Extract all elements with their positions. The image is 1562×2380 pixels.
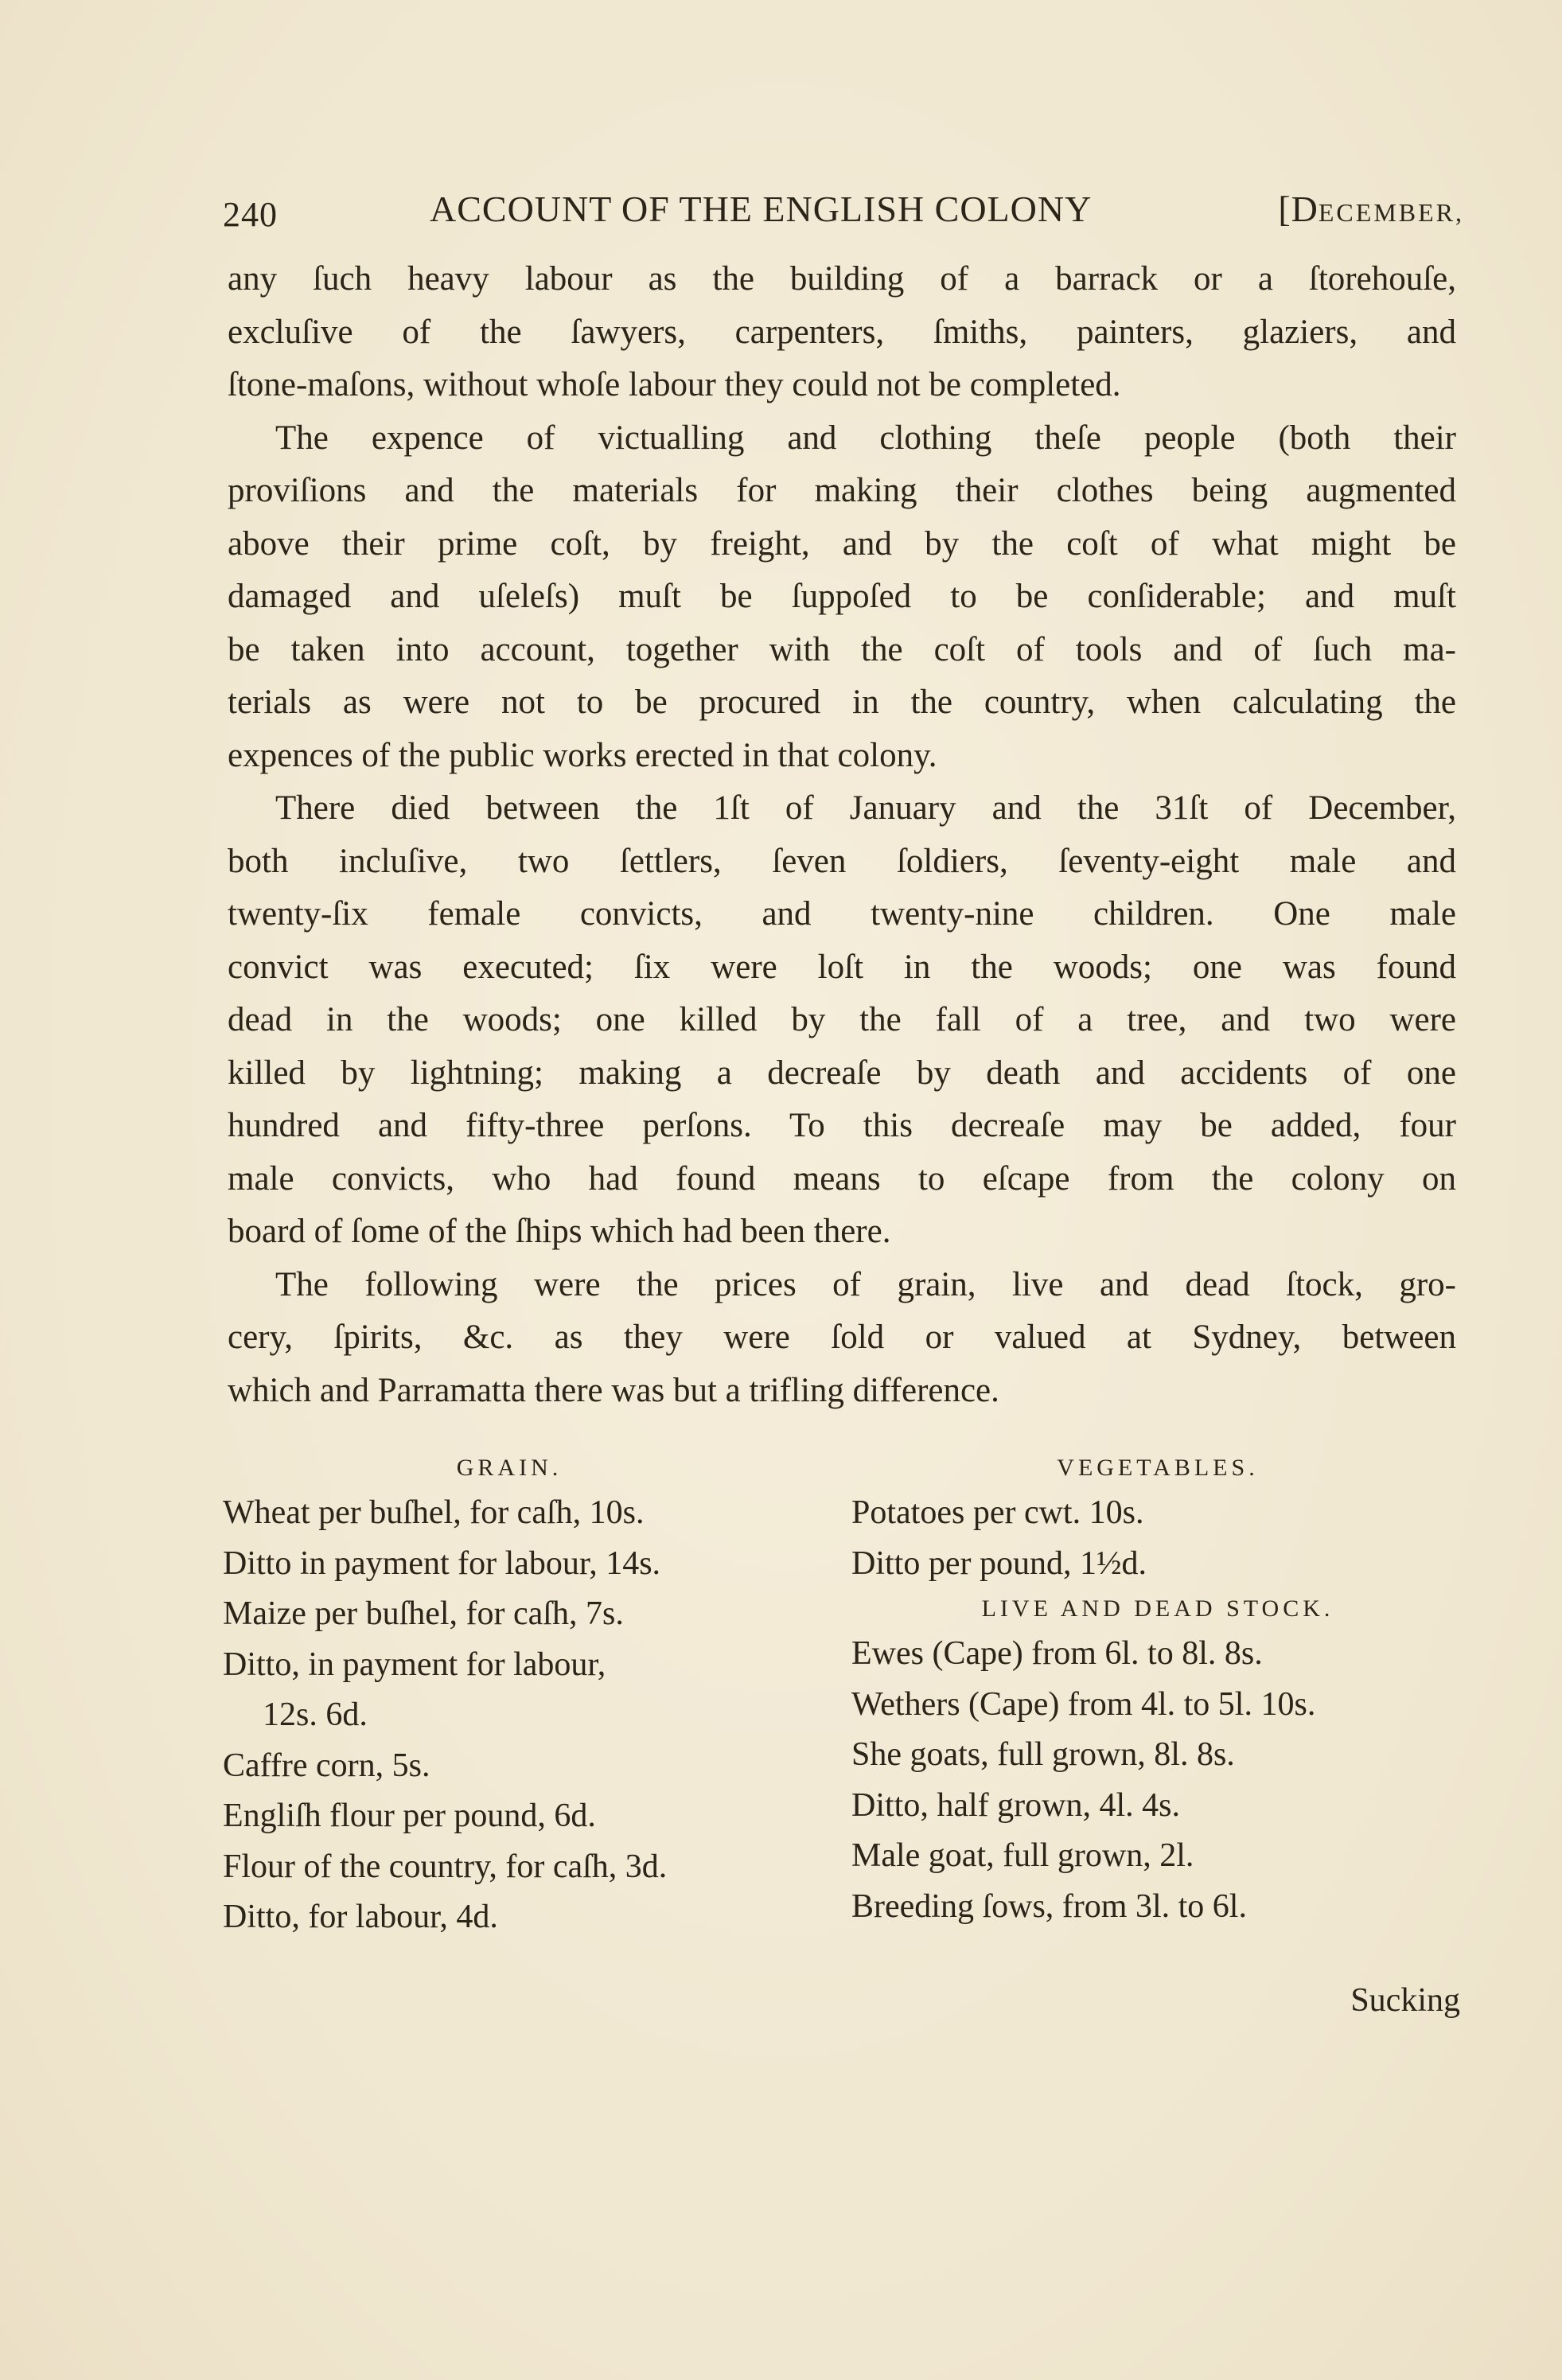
stock-heading: LIVE AND DEAD STOCK. [981,1595,1334,1622]
text-line: twenty-ſix female convicts, and twenty-nine children. One male [228,895,1456,933]
text-line: excluſive of the ſawyers, carpenters, ſmiths, painters, glaziers, and [228,313,1456,351]
paragraph-2 [228,412,1456,783]
paragraph-1 [228,253,1456,412]
text-line: male convicts, who had found means to eſcape from the colony on [228,1159,1456,1198]
price-item: Breeding ſows, from 3l. to 6l. [851,1887,1247,1925]
price-list [223,1448,1464,2053]
price-item: Wheat per buſhel, for caſh, 10s. [223,1494,645,1531]
text-line: be taken into account, together with the coſt of tools and of ſuch ma- [228,630,1456,668]
page-number: 240 [223,195,278,234]
grain-column [223,1448,796,1943]
vegetables-heading: VEGETABLES. [1057,1455,1259,1481]
running-title: ACCOUNT OF THE ENGLISH COLONY [430,189,1093,229]
price-item: Wethers (Cape) from 4l. to 5l. 10s. [851,1685,1316,1723]
price-item: Maize per buſhel, for caſh, 7s. [223,1595,624,1632]
grain-heading: GRAIN. [456,1455,563,1481]
text-line: which and Parramatta there was but a trifling difference. [228,1371,999,1409]
price-item: Ditto, for labour, 4d. [223,1899,498,1935]
catchword: Sucking [1350,1982,1460,2019]
running-head-open: [D [1278,189,1319,229]
price-item: She goats, full grown, 8l. 8s. [851,1736,1235,1773]
text-line: The expence of victualling and clothing theſe people (both their [275,419,1456,457]
page-header [223,188,1464,236]
price-item: Caffre corn, 5s. [223,1747,430,1784]
text-line: board of ſome of the ſhips which had been there. [228,1213,891,1250]
text-line: There died between the 1ſt of January and the 31ſt of December, [275,789,1456,827]
paragraph-3 [228,782,1456,1259]
text-line: killed by lightning; making a decreaſe by death and accidents of one [228,1054,1456,1092]
price-item: Engliſh flour per pound, 6d. [223,1798,596,1834]
price-item: Ditto, in payment for labour, [223,1646,606,1683]
text-line: proviſions and the materials for making their clothes being augmented [228,472,1456,509]
text-line: above their prime coſt, by freight, and by the coſt of what might be [228,524,1456,563]
price-item: Ewes (Cape) from 6l. to 8l. 8s. [851,1635,1263,1672]
running-head-rest: ECEMBER, [1318,198,1464,227]
price-item: Flour of the country, for caſh, 3d. [223,1848,668,1885]
body-text [228,253,1456,1417]
text-line: cery, ſpirits, &c. as they were ſold or valued at Sydney, between [228,1319,1456,1356]
text-line: any ſuch heavy labour as the building of a barrack or a ſtorehouſe, [228,260,1456,298]
text-line: terials as were not to be procured in the country, when calculating the [228,684,1456,721]
price-item: Ditto in payment for labour, 14s. [223,1544,661,1582]
text-line: convict was executed; ſix were loſt in the woods; one was found [228,948,1456,986]
price-item-continuation: 12s. 6d. [263,1696,368,1733]
text-line: ſtone-maſons, without whoſe labour they could not be completed. [228,366,1121,403]
paragraph-4 [228,1259,1456,1418]
text-line: The following were the prices of grain, live and dead ſtock, gro- [275,1265,1456,1303]
price-item: Ditto per pound, 1½d. [851,1544,1147,1582]
running-head-month [1278,188,1464,230]
text-line: expences of the public works erected in that colony. [228,736,937,774]
text-line: damaged and uſeleſs) muſt be ſuppoſed to be conſiderable; and muſt [228,578,1456,615]
price-item: Potatoes per cwt. 10s. [851,1494,1144,1531]
text-line: both incluſive, two ſettlers, ſeven ſoldiers, ſeventy-eight male and [228,842,1456,880]
price-item: Ditto, half grown, 4l. 4s. [851,1786,1180,1824]
vegetables-stock-column [851,1448,1464,1932]
price-item: Male goat, full grown, 2l. [851,1837,1194,1874]
text-line: hundred and fifty-three perſons. To this decreaſe may be added, four [228,1107,1456,1144]
text-line: dead in the woods; one killed by the fall of a tree, and two were [228,1001,1456,1038]
